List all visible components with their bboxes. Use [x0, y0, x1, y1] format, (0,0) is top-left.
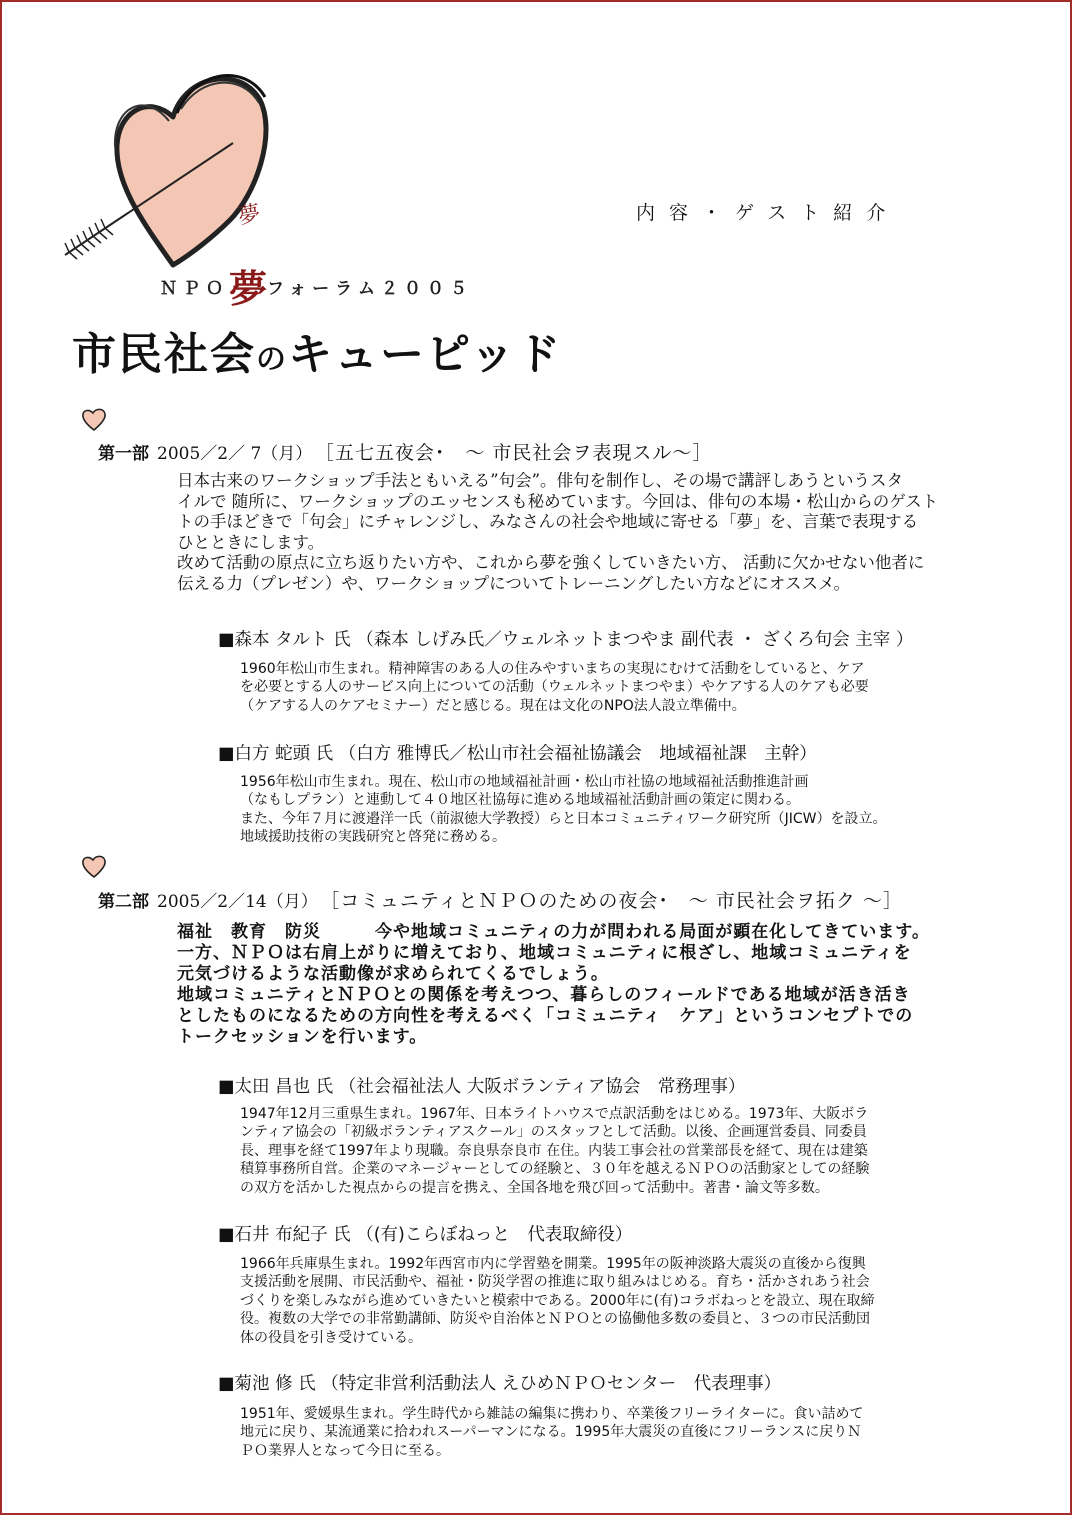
title-no: の: [256, 342, 288, 377]
heart-icon: [80, 854, 108, 880]
part2-title: ［コミュニティとＮＰＯのための夜会･ ～ 市民社会ヲ拓ク ～］: [329, 890, 903, 912]
guest-heading: ■白方 蛇頭 氏 （白方 雅博氏／松山市社会福祉協議会 地域福祉課 主幹）: [218, 744, 817, 764]
guest-heading: ■太田 昌也 氏 （社会福祉法人 大阪ボランティア協会 常務理事）: [218, 1077, 746, 1097]
forum-name: [160, 258, 473, 313]
guest-bio: 1947年12月三重県生まれ。1967年、日本ライトハウスで点訳活動をはじめる。1973年、大阪ボラ ンティア協会の「初級ボランティアスクール」のスタッフとして活動。以後、企画運営委員、同委員 長、理事を経て1997年より現職。奈良県奈良市 在住。内装工事会社の営業部長を経て、現在は建築 積算事務所自営。企業のマネージャーとしての経験と、３０年を越えるＮＰＯの活動家としての経験 の双方を活かした視点からの提言を携え、全国各地を飛び回って活動中。著書・論文等多数。: [240, 1106, 870, 1196]
logo-yume-glyph: 夢: [236, 201, 263, 230]
part2-label: 第二部: [98, 892, 149, 912]
guest-bio: 1956年松山市生まれ。現在、松山市の地域福祉計画・松山市社協の地域福祉活動推進計画 （なもしプラン）と連動して４０地区社協毎に進める地域福祉活動計画の策定に関わる。 また、今年７月に渡邉洋一氏（前淑徳大学教授）らと日本コミュニティワーク研究所（JICW）を設立。 地域援助技術の実践研究と啓発に務める。: [240, 774, 887, 846]
forum-yume: 夢: [229, 266, 268, 311]
part1-description: 日本古来のワークショップ手法ともいえる”句会”。俳句を制作し、その場で講評しあうというスタ イルで 随所に、ワークショップのエッセンスも秘めています。今回は、俳句の本場・松山からのゲスト トの手ほどきで「句会」にチャレンジし、みなさんの社会や地域に寄せる「夢」を、言葉で表現する ひとときにします。 改めて活動の原点に立ち返りたい方や、これから夢を強くしていきたい方、 活動に欠かせない他者に 伝える力（プレゼン）や、ワークショップについてトレーニングしたい方などにオススメ。: [177, 471, 939, 593]
guest-bio: 1960年松山市生まれ。精神障害のある人の住みやすいまちの実現にむけて活動をしていると、ケア を必要とする人のサービス向上についての活動（ウェルネットまつやま）やケアする人のケアも必要 （ケアする人のケアセミナー）だと感じる。現在は文化のNPO法人設立準備中。: [240, 661, 869, 714]
part2-header: [98, 886, 903, 913]
heart-icon: [80, 407, 108, 433]
title-part2: キューピッド: [288, 329, 563, 380]
part1-title: ［五七五夜会･ ～ 市民社会ヲ表現スル～］: [324, 442, 713, 464]
guest-heading: ■森本 タルト 氏 （森本 しげみ氏／ウェルネットまつやま 副代表 ・ ざくろ句会 主宰 ）: [218, 630, 914, 650]
part2-date: 2005／2／14（月）: [157, 892, 318, 912]
page-title: [72, 318, 562, 382]
part1-header: [98, 438, 712, 465]
guest-heading: ■石井 布紀子 氏 （(有)こらぼねっと 代表取締役）: [218, 1225, 633, 1245]
heart-arrow-logo: [55, 55, 315, 275]
guest-bio: 1966年兵庫県生まれ。1992年西宮市内に学習塾を開業。1995年の阪神淡路大震災の直後から復興 支援活動を展開、市民活動や、福祉・防災学習の推進に取り組みはじめる。育ち・活かされあう社会 づくりを楽しみながら進めていきたいと模索中である。2000年に(有)コラボねっとを設立、現在取締 役。複数の大学での非常勤講師、防災や自治体とＮＰＯとの協働他多数の委員と、３つの市民活動団 体の役員を引き受けている。: [240, 1256, 875, 1346]
section-label: 内容・ゲスト紹介: [636, 202, 900, 224]
forum-suffix: フォーラム２００５: [267, 279, 473, 298]
title-part1: 市民社会: [72, 329, 256, 380]
forum-prefix: ＮＰＯ: [160, 279, 229, 298]
guest-bio: 1951年、愛媛県生まれ。学生時代から雑誌の編集に携わり、卒業後フリーライターに。食い詰めて 地元に戻り、某流通業に拾われスーパーマンになる。1995年大震災の直後にフリーランスに戻りＮ ＰＯ業界人となって今日に至る。: [240, 1406, 864, 1459]
part1-date: 2005／2／ 7（月）: [157, 444, 313, 464]
part2-description: 福祉 教育 防災 今や地域コミュニティの力が問われる局面が顕在化してきています。 一方、ＮＰＯは右肩上がりに増えており、地域コミュニティに根ざし、地域コミュニティを 元気づけるような活動像が求められてくるでしょう。 地域コミュニティとＮＰＯとの関係を考えつつ、暮らしのフィールドである地域が活き活き としたものになるための方向性を考えるべく「コミュニティ ケア」というコンセプトでの トークセッションを行います。: [177, 922, 930, 1047]
guest-heading: ■菊池 修 氏 （特定非営利活動法人 えひめＮＰＯセンター 代表理事）: [218, 1374, 782, 1394]
part1-label: 第一部: [98, 444, 149, 464]
